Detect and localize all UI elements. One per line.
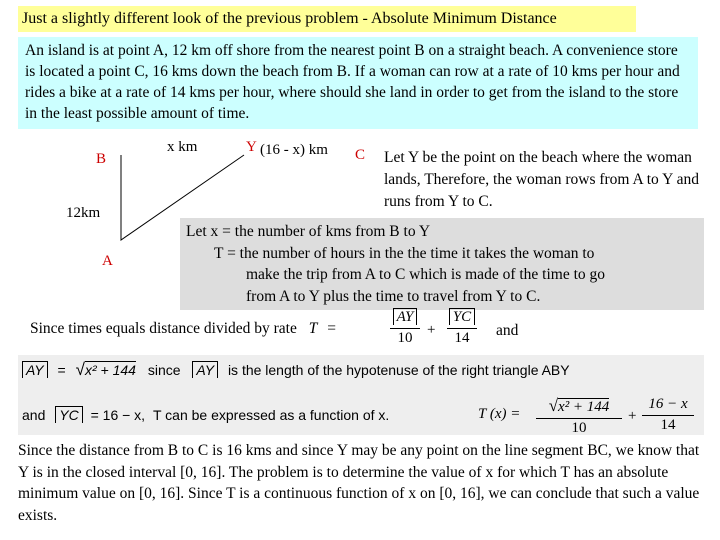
def-x: Let x = the number of kms from B to Y xyxy=(186,223,431,240)
den-10-b: 10 xyxy=(571,420,587,436)
def-t-3: from A to Y plus the time to travel from Y to C. xyxy=(246,287,541,305)
num-16-minus-x: 16 − x xyxy=(648,396,688,412)
fraction-sqrt-10: √x² + 144 10 xyxy=(536,396,622,437)
label-b: B xyxy=(96,151,107,167)
t-of-x: T (x) = xyxy=(478,406,521,422)
yc-expr: = 16 − x, xyxy=(90,407,146,423)
fraction-16-minus-x xyxy=(642,396,694,434)
hypotenuse-text: is the length of the hypotenuse of the right triangle ABY xyxy=(227,362,570,378)
fraction-yc-14 xyxy=(447,308,477,347)
den-14: 14 xyxy=(454,330,470,346)
den-10: 10 xyxy=(397,330,413,346)
label-c: C xyxy=(355,147,366,163)
yc-segment: YC xyxy=(449,308,475,325)
since-word: since xyxy=(147,362,181,378)
ay-box: AY xyxy=(22,361,48,378)
r1-eq: = xyxy=(57,362,66,378)
label-12km: 12km xyxy=(66,205,101,221)
label-16-minus-x: (16 - x) km xyxy=(260,142,328,158)
conclusion-text: Since the distance from B to C is 16 kms and since Y may be any point on the line segment BC, we know that Y is in the closed interval [0, 16]. The problem is to determine the value of x for which T has an absolute minimum value on [0, 16]. Since T is a continuous function of x on [0, 16], we can conclude that such a value exists. xyxy=(18,442,700,524)
definitions-box xyxy=(180,218,704,310)
hypotenuse-row: AY = √x² + 144 since AY is the length of the hypotenuse of the right triangle ABY xyxy=(22,360,570,380)
function-text: T can be expressed as a function of x. xyxy=(152,407,390,423)
label-a: A xyxy=(102,253,113,269)
plus-sign: + xyxy=(427,322,436,338)
and-word: and xyxy=(496,322,519,339)
plus-sign-2: + xyxy=(628,408,637,424)
fraction-ay-10 xyxy=(390,308,420,347)
def-t: T = the number of hours in the the time it takes the woman to xyxy=(214,244,595,262)
radicand-2: x² + 144 xyxy=(558,399,610,415)
ay-segment: AY xyxy=(393,308,418,325)
label-y: Y xyxy=(246,139,257,155)
def-t-2: make the trip from A to C which is made of the time to go xyxy=(246,266,606,283)
let-y-text: Let Y be the point on the beach where the woman lands, Therefore, the woman rows from A to Y and runs from Y to C. xyxy=(384,149,699,210)
den-14-b: 14 xyxy=(660,417,676,433)
yc-row xyxy=(22,407,389,423)
problem-statement: An island is at point A, 12 km off shore from the nearest point B on a straight beach. A convenience store is located a point C, 16 kms down the beach from B. If a woman can row at a rate of 10 kms per hour and rides a bike at a rate of 14 kms per hour, where should she land in order to get from the island to the store in the least possible amount of time. xyxy=(18,37,698,129)
equals-sign: = xyxy=(327,320,336,337)
yc-box: YC xyxy=(55,406,82,423)
r2-and: and xyxy=(22,407,46,423)
t-symbol: T xyxy=(308,320,318,337)
label-x-km: x km xyxy=(167,139,198,155)
slide-title: Just a slightly different look of the previous problem - Absolute Minimum Distance xyxy=(18,6,636,32)
ay-box-2: AY xyxy=(192,361,218,378)
rate-text: Since times equals distance divided by rate xyxy=(30,320,297,337)
radicand: x² + 144 xyxy=(84,362,136,378)
rate-statement xyxy=(30,320,336,338)
